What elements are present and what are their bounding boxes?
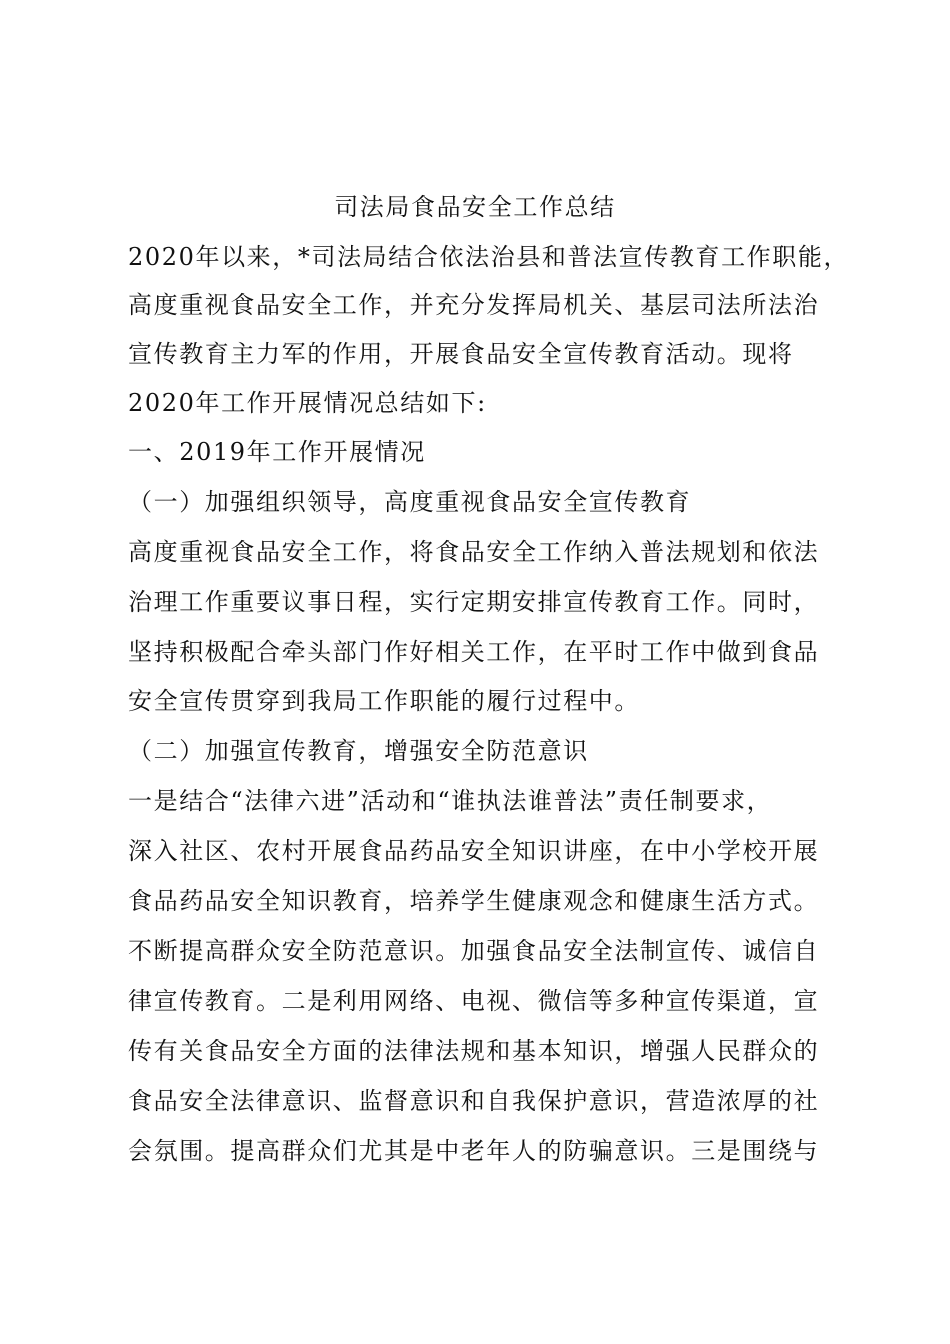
section-heading: 一、2019年工作开展情况: [128, 438, 426, 466]
paragraph-line: 不断提高群众安全防范意识。加强食品安全法制宣传、诚信自: [128, 937, 820, 965]
paragraph-line: 食品药品安全知识教育，培养学生健康观念和健康生活方式。: [128, 887, 820, 915]
paragraph-line: 律宣传教育。二是利用网络、电视、微信等多种宣传渠道，宣: [128, 987, 820, 1015]
subsection-heading: （一）加强组织领导，高度重视食品安全宣传教育: [128, 488, 692, 516]
paragraph-line: 食品安全法律意识、监督意识和自我保护意识，营造浓厚的社: [128, 1087, 820, 1115]
paragraph-line: 传有关食品安全方面的法律法规和基本知识，增强人民群众的: [128, 1037, 820, 1065]
paragraph-line: 2020年工作开展情况总结如下:: [128, 389, 487, 417]
paragraph-line: 会氛围。提高群众们尤其是中老年人的防骗意识。三是围绕与: [128, 1137, 820, 1165]
paragraph-line: 坚持积极配合牵头部门作好相关工作，在平时工作中做到食品: [128, 638, 820, 666]
paragraph-line: 宣传教育主力军的作用，开展食品安全宣传教育活动。现将: [128, 340, 794, 368]
paragraph-line: 治理工作重要议事日程，实行定期安排宣传教育工作。同时，: [128, 588, 820, 616]
paragraph-line: 高度重视食品安全工作，将食品安全工作纳入普法规划和依法: [128, 538, 820, 566]
paragraph-line: 高度重视食品安全工作，并充分发挥局机关、基层司法所法治: [128, 291, 820, 319]
paragraph-line: 深入社区、农村开展食品药品安全知识讲座，在中小学校开展: [128, 837, 820, 865]
paragraph-line: 2020年以来，*司法局结合依法治县和普法宣传教育工作职能，: [128, 243, 850, 271]
paragraph-line: 安全宣传贯穿到我局工作职能的履行过程中。: [128, 687, 640, 715]
document-title: 司法局食品安全工作总结: [334, 193, 616, 221]
subsection-heading: （二）加强宣传教育，增强安全防范意识: [128, 737, 589, 765]
paragraph-line: 一是结合“法律六进”活动和“谁执法谁普法”责任制要求，: [128, 787, 773, 815]
